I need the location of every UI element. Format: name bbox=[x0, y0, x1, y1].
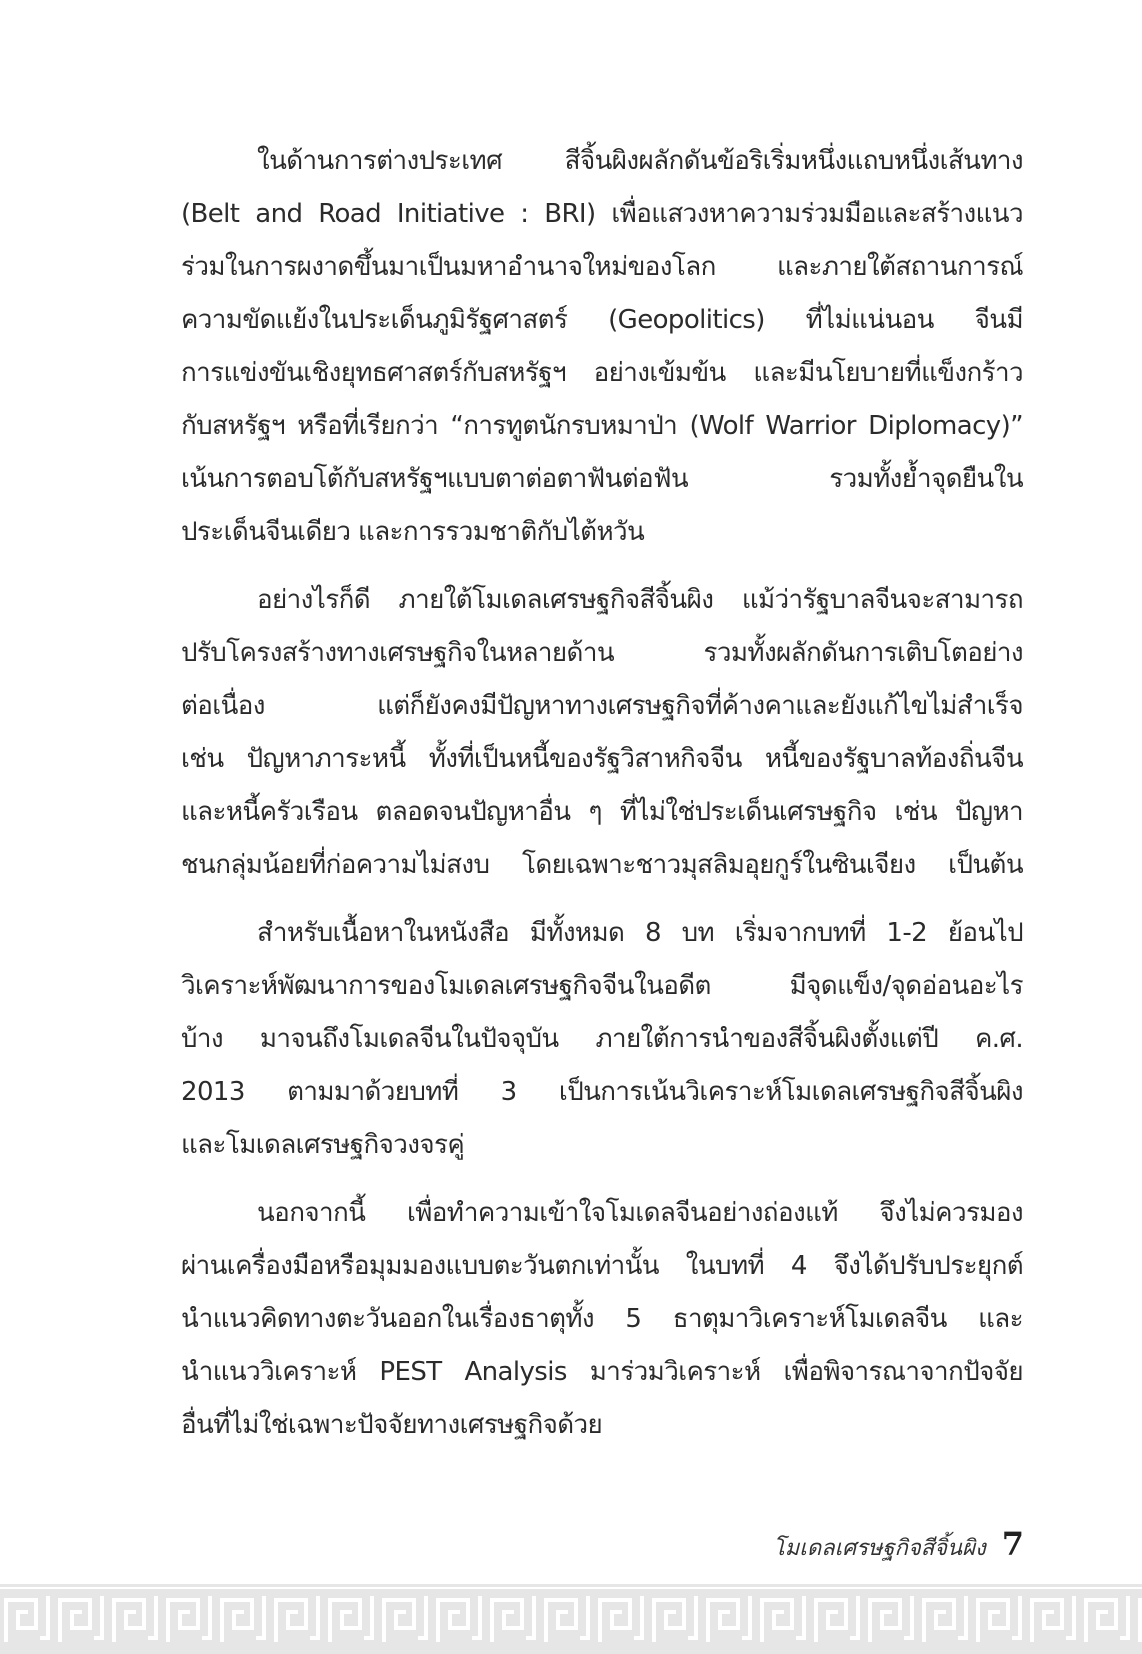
paragraph-foreign-policy bbox=[181, 135, 1023, 559]
text-line: นอกจากนี้ เพื่อทำความเข้าใจโมเดลจีนอย่างถ่องแท้ จึงไม่ควรมอง bbox=[257, 1198, 1023, 1228]
book-title: โมเดลเศรษฐกิจสีจิ้นผิง bbox=[772, 1536, 986, 1561]
running-footer bbox=[773, 1525, 1024, 1565]
body-text bbox=[181, 135, 1023, 1467]
text-line: และหนี้ครัวเรือน ตลอดจนปัญหาอื่น ๆ ที่ไม่ใช่ประเด็นเศรษฐกิจ เช่น ปัญหา bbox=[181, 797, 1023, 827]
decorative-border bbox=[0, 1584, 1142, 1654]
text-line: นำแนววิเคราะห์ PEST Analysis มาร่วมวิเคราะห์ เพื่อพิจารณาจากปัจจัย bbox=[181, 1357, 1023, 1387]
text-line: สำหรับเนื้อหาในหนังสือ มีทั้งหมด 8 บท เริ่มจากบทที่ 1-2 ย้อนไป bbox=[257, 918, 1023, 948]
text-line: ชนกลุ่มน้อยที่ก่อความไม่สงบ โดยเฉพาะชาวมุสลิมอุยกูร์ในซินเจียง เป็นต้น bbox=[181, 850, 1023, 880]
text-line: และโมเดลเศรษฐกิจวงจรคู่ bbox=[181, 1130, 465, 1160]
text-line: อย่างไรก็ดี ภายใต้โมเดลเศรษฐกิจสีจิ้นผิง แม้ว่ารัฐบาลจีนจะสามารถ bbox=[257, 585, 1023, 615]
page-number: 7 bbox=[1001, 1525, 1024, 1563]
text-line: วิเคราะห์พัฒนาการของโมเดลเศรษฐกิจจีนในอดีต มีจุดแข็ง/จุดอ่อนอะไร bbox=[181, 971, 1023, 1001]
paragraph-eastern-approach bbox=[181, 1187, 1023, 1452]
text-line: เน้นการตอบโต้กับสหรัฐฯแบบตาต่อตาฟันต่อฟัน รวมทั้งย้ำจุดยืนใน bbox=[181, 464, 1023, 494]
text-line: ความขัดแย้งในประเด็นภูมิรัฐศาสตร์ (Geopolitics) ที่ไม่แน่นอน จีนมี bbox=[181, 305, 1023, 335]
text-line: นำแนวคิดทางตะวันออกในเรื่องธาตุทั้ง 5 ธาตุมาวิเคราะห์โมเดลจีน และ bbox=[181, 1304, 1023, 1334]
text-line: ในด้านการต่างประเทศ สีจิ้นผิงผลักดันข้อริเริ่มหนึ่งแถบหนึ่งเส้นทาง bbox=[257, 146, 1023, 176]
text-line: (Belt and Road Initiative : BRI) เพื่อแสวงหาความร่วมมือและสร้างแนว bbox=[181, 199, 1023, 229]
text-line: ประเด็นจีนเดียว และการรวมชาติกับไต้หวัน bbox=[181, 517, 645, 547]
text-line: กับสหรัฐฯ หรือที่เรียกว่า “การทูตนักรบหมาป่า (Wolf Warrior Diplomacy)” bbox=[181, 411, 1023, 441]
paragraph-economic-problems bbox=[181, 574, 1023, 892]
text-line: การแข่งขันเชิงยุทธศาสตร์กับสหรัฐฯ อย่างเข้มข้น และมีนโยบายที่แข็งกร้าว bbox=[181, 358, 1023, 388]
text-line: เช่น ปัญหาภาระหนี้ ทั้งที่เป็นหนี้ของรัฐวิสาหกิจจีน หนี้ของรัฐบาลท้องถิ่นจีน bbox=[181, 744, 1023, 774]
text-line: บ้าง มาจนถึงโมเดลจีนในปัจจุบัน ภายใต้การนำของสีจิ้นผิงตั้งแต่ปี ค.ศ. bbox=[181, 1024, 1023, 1054]
text-line: ปรับโครงสร้างทางเศรษฐกิจในหลายด้าน รวมทั้งผลักดันการเติบโตอย่าง bbox=[181, 638, 1023, 668]
text-line: ร่วมในการผงาดขึ้นมาเป็นมหาอำนาจใหม่ของโลก และภายใต้สถานการณ์ bbox=[181, 252, 1023, 282]
text-line: 2013 ตามมาด้วยบทที่ 3 เป็นการเน้นวิเคราะห์โมเดลเศรษฐกิจสีจิ้นผิง bbox=[181, 1077, 1023, 1107]
text-line: อื่นที่ไม่ใช่เฉพาะปัจจัยทางเศรษฐกิจด้วย bbox=[181, 1410, 603, 1440]
paragraph-book-contents bbox=[181, 907, 1023, 1172]
text-line: ต่อเนื่อง แต่ก็ยังคงมีปัญหาทางเศรษฐกิจที่ค้างคาและยังแก้ไขไม่สำเร็จ bbox=[181, 691, 1023, 721]
text-line: ผ่านเครื่องมือหรือมุมมองแบบตะวันตกเท่านั้น ในบทที่ 4 จึงได้ปรับประยุกต์ bbox=[181, 1251, 1023, 1281]
